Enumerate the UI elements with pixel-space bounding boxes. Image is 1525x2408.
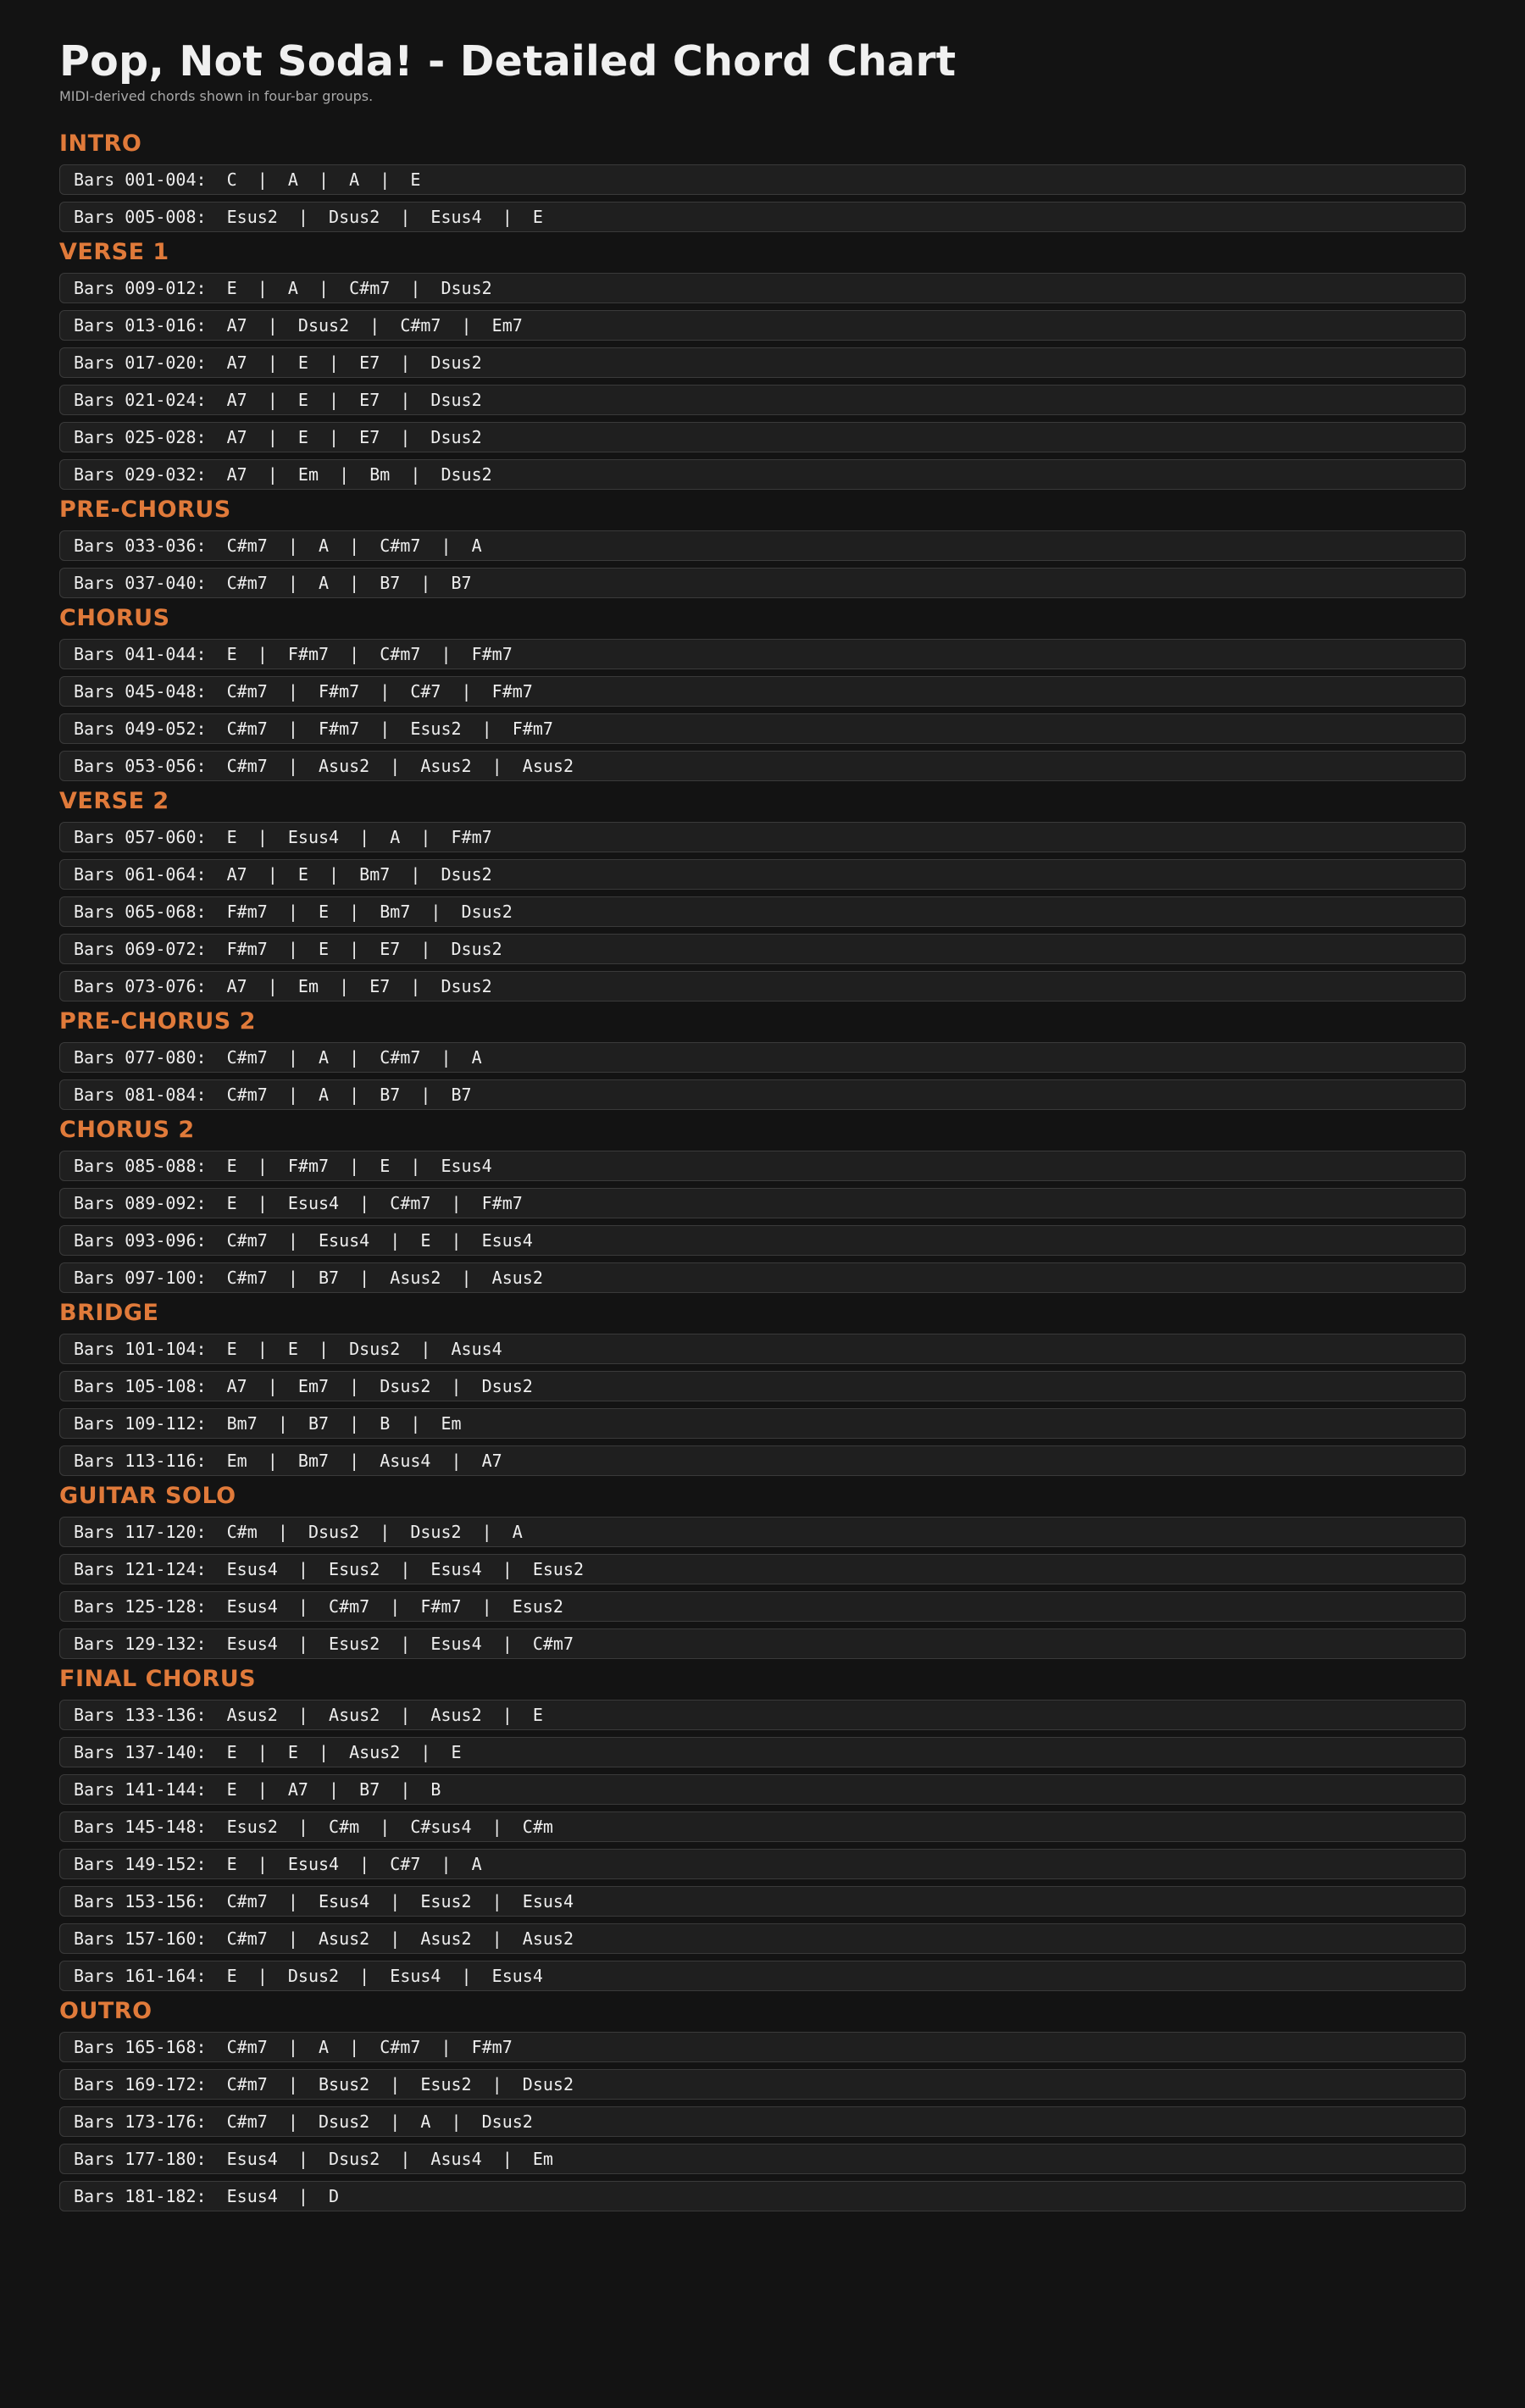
section-heading: BRIDGE [59, 1300, 159, 1326]
chord-row: Bars 021-024: A7 | E | E7 | Dsus2 [59, 385, 1466, 415]
chord-row: Bars 105-108: A7 | Em7 | Dsus2 | Dsus2 [59, 1371, 1466, 1401]
chord-row: Bars 017-020: A7 | E | E7 | Dsus2 [59, 347, 1466, 378]
chord-row: Bars 009-012: E | A | C#m7 | Dsus2 [59, 273, 1466, 303]
chord-row: Bars 173-176: C#m7 | Dsus2 | A | Dsus2 [59, 2106, 1466, 2137]
chord-row: Bars 181-182: Esus4 | D [59, 2181, 1466, 2211]
section-chorus-2 [59, 1117, 1466, 1293]
section-heading: FINAL CHORUS [59, 1666, 257, 1692]
chord-row: Bars 013-016: A7 | Dsus2 | C#m7 | Em7 [59, 310, 1466, 341]
chord-row: Bars 157-160: C#m7 | Asus2 | Asus2 | Asus2 [59, 1923, 1466, 1954]
chord-row: Bars 109-112: Bm7 | B7 | B | Em [59, 1408, 1466, 1439]
section-intro [59, 130, 1466, 232]
chord-row: Bars 049-052: C#m7 | F#m7 | Esus2 | F#m7 [59, 713, 1466, 744]
section-verse-1 [59, 239, 1466, 490]
chord-row: Bars 029-032: A7 | Em | Bm | Dsus2 [59, 459, 1466, 490]
chord-row: Bars 057-060: E | Esus4 | A | F#m7 [59, 822, 1466, 852]
section-heading: VERSE 2 [59, 788, 169, 814]
section-heading: PRE-CHORUS 2 [59, 1008, 256, 1035]
chord-row: Bars 089-092: E | Esus4 | C#m7 | F#m7 [59, 1188, 1466, 1218]
chord-row: Bars 097-100: C#m7 | B7 | Asus2 | Asus2 [59, 1262, 1466, 1293]
chord-row: Bars 061-064: A7 | E | Bm7 | Dsus2 [59, 859, 1466, 890]
chord-row: Bars 129-132: Esus4 | Esus2 | Esus4 | C#m7 [59, 1628, 1466, 1659]
chord-row: Bars 085-088: E | F#m7 | E | Esus4 [59, 1151, 1466, 1181]
section-heading: OUTRO [59, 1998, 152, 2024]
chord-row: Bars 001-004: C | A | A | E [59, 164, 1466, 195]
chord-row: Bars 101-104: E | E | Dsus2 | Asus4 [59, 1334, 1466, 1364]
section-final-chorus [59, 1666, 1466, 1991]
section-pre-chorus [59, 497, 1466, 598]
section-guitar-solo [59, 1483, 1466, 1659]
chord-row: Bars 077-080: C#m7 | A | C#m7 | A [59, 1042, 1466, 1073]
chord-row: Bars 081-084: C#m7 | A | B7 | B7 [59, 1079, 1466, 1110]
chord-row: Bars 037-040: C#m7 | A | B7 | B7 [59, 568, 1466, 598]
chord-row: Bars 165-168: C#m7 | A | C#m7 | F#m7 [59, 2032, 1466, 2062]
chord-row: Bars 033-036: C#m7 | A | C#m7 | A [59, 530, 1466, 561]
chord-row: Bars 141-144: E | A7 | B7 | B [59, 1774, 1466, 1805]
section-pre-chorus-2 [59, 1008, 1466, 1110]
chord-row: Bars 125-128: Esus4 | C#m7 | F#m7 | Esus2 [59, 1591, 1466, 1622]
section-outro [59, 1998, 1466, 2211]
chord-sections [59, 130, 1466, 2211]
section-heading: CHORUS 2 [59, 1117, 195, 1143]
section-heading: GUITAR SOLO [59, 1483, 236, 1509]
section-verse-2 [59, 788, 1466, 1001]
chord-row: Bars 117-120: C#m | Dsus2 | Dsus2 | A [59, 1517, 1466, 1547]
section-chorus [59, 605, 1466, 781]
chord-row: Bars 093-096: C#m7 | Esus4 | E | Esus4 [59, 1225, 1466, 1256]
chord-row: Bars 161-164: E | Dsus2 | Esus4 | Esus4 [59, 1961, 1466, 1991]
chord-row: Bars 113-116: Em | Bm7 | Asus4 | A7 [59, 1445, 1466, 1476]
chord-row: Bars 149-152: E | Esus4 | C#7 | A [59, 1849, 1466, 1879]
chord-row: Bars 177-180: Esus4 | Dsus2 | Asus4 | Em [59, 2144, 1466, 2174]
chord-row: Bars 069-072: F#m7 | E | E7 | Dsus2 [59, 934, 1466, 964]
chord-row: Bars 137-140: E | E | Asus2 | E [59, 1737, 1466, 1767]
section-heading: INTRO [59, 130, 142, 157]
section-bridge [59, 1300, 1466, 1476]
chord-row: Bars 153-156: C#m7 | Esus4 | Esus2 | Esus4 [59, 1886, 1466, 1917]
page-subtitle: MIDI-derived chords shown in four-bar groups. [59, 88, 374, 104]
chord-row: Bars 025-028: A7 | E | E7 | Dsus2 [59, 422, 1466, 452]
chord-row: Bars 121-124: Esus4 | Esus2 | Esus4 | Esus2 [59, 1554, 1466, 1584]
chord-row: Bars 005-008: Esus2 | Dsus2 | Esus4 | E [59, 202, 1466, 232]
chord-row: Bars 065-068: F#m7 | E | Bm7 | Dsus2 [59, 896, 1466, 927]
chord-row: Bars 133-136: Asus2 | Asus2 | Asus2 | E [59, 1700, 1466, 1730]
chord-row: Bars 041-044: E | F#m7 | C#m7 | F#m7 [59, 639, 1466, 669]
chord-row: Bars 169-172: C#m7 | Bsus2 | Esus2 | Dsus2 [59, 2069, 1466, 2100]
section-heading: CHORUS [59, 605, 170, 631]
page-title: Pop, Not Soda! - Detailed Chord Chart [59, 37, 957, 86]
section-heading: PRE-CHORUS [59, 497, 231, 523]
chord-row: Bars 045-048: C#m7 | F#m7 | C#7 | F#m7 [59, 676, 1466, 707]
chord-row: Bars 145-148: Esus2 | C#m | C#sus4 | C#m [59, 1812, 1466, 1842]
chord-row: Bars 053-056: C#m7 | Asus2 | Asus2 | Asus2 [59, 751, 1466, 781]
section-heading: VERSE 1 [59, 239, 169, 265]
chord-row: Bars 073-076: A7 | Em | E7 | Dsus2 [59, 971, 1466, 1001]
